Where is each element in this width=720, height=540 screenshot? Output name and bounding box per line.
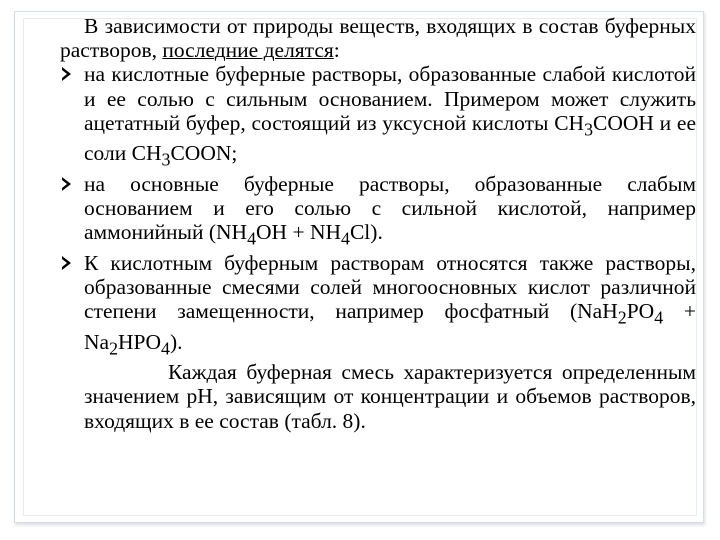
bullet-1-text-b: СООН и ее соли СН (84, 110, 696, 166)
bullet-1-text-c: СООN; (170, 141, 238, 166)
bullet-2-text-a: на основные буферные растворы, образованные слабым основанием и его солью с сильной кислотой, например аммонийный (NH (84, 171, 696, 245)
bullet-3-text-a: К кислотным буферным растворам относятся также растворы, образованные смесями солей многоосновных кислот различной степени замещенности, например фосфатный (NaH (84, 250, 696, 324)
bullet-1-text-a: на кислотные буферные растворы, образованные слабой кислотой и ее солью с сильным основанием. Примером может служить ацетатный буфер, состоящий из уксусной кислоты СН (84, 62, 696, 135)
bullet-3-sub-4: 4 (161, 337, 170, 358)
bullet-1-sub-2: 3 (161, 149, 171, 170)
arrowhead-bullet-icon (62, 177, 71, 191)
bullet-item-phosphate-buffers (84, 251, 696, 360)
intro-text: В зависимости от природы веществ, входящих в состав буферных растворов, (60, 14, 696, 63)
bullet-3-text-d: HPO (118, 329, 162, 354)
closing-paragraph: Каждая буферная смесь характеризуется определенным значением pH, зависящим от концентрации и объемов растворов, входящих в ее состав (табл. 8). (84, 360, 696, 433)
bullet-3-text-e: ). (170, 329, 183, 354)
bullet-item-acid-buffers (84, 62, 696, 171)
bullet-3-sub-2: 4 (654, 307, 664, 328)
bullet-1-sub-1: 3 (584, 119, 594, 140)
bullet-2-text-b: OH + NH (256, 220, 342, 245)
arrowhead-bullet-icon (62, 67, 71, 81)
intro-paragraph (60, 14, 696, 62)
bullet-2-text-c: Cl). (349, 220, 383, 245)
arrowhead-bullet-icon (62, 256, 71, 270)
bullet-3-text-b: PO (626, 299, 655, 324)
slide-content (60, 14, 696, 433)
bullet-2-sub-2: 4 (341, 228, 350, 249)
bullet-item-base-buffers (84, 172, 696, 251)
intro-underlined-text: последние делятся (162, 38, 334, 63)
bullet-3-sub-3: 2 (109, 337, 119, 358)
bullet-3-sub-1: 2 (617, 307, 627, 328)
bullet-3-text-c: + Na (84, 299, 696, 354)
intro-suffix: : (333, 38, 340, 63)
bullet-2-sub-1: 4 (247, 228, 257, 249)
